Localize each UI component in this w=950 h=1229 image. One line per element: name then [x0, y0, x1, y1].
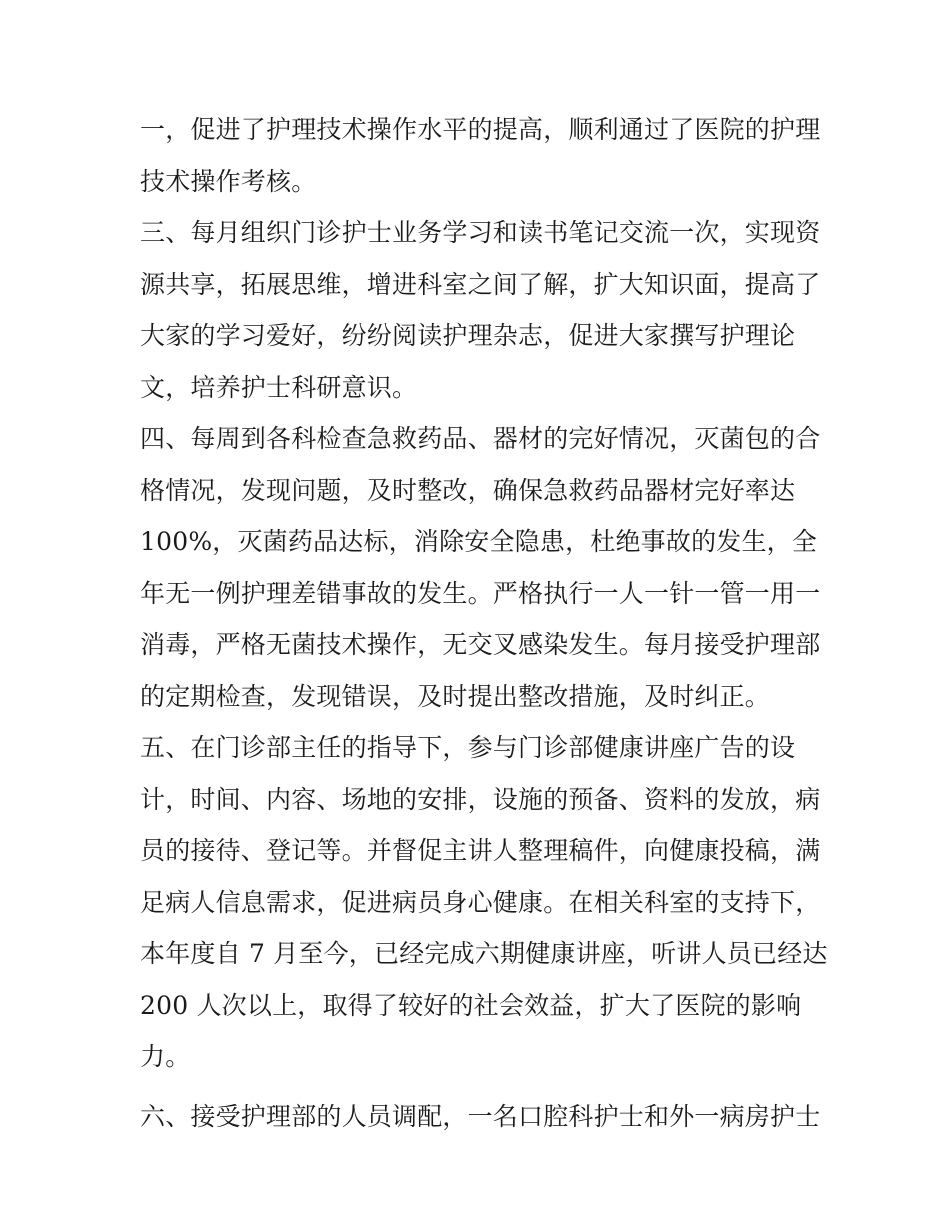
text-line: 源共享，拓展思维，增进科室之间了解，扩大知识面，提高了 [140, 269, 821, 299]
text-line: 年无一例护理差错事故的发生。严格执行一人一针一管一用一 [140, 578, 821, 608]
text-line: 技术操作考核。 [140, 166, 317, 196]
text-line: 本年度自 7 月至今，已经完成六期健康讲座，听讲人员已经达 [140, 939, 828, 968]
text-line: 六、接受护理部的人员调配，一名口腔科护士和外一病房护士 [140, 1102, 821, 1131]
text-line: 文，培养护士科研意识。 [140, 372, 418, 402]
text-line: 一，促进了护理技术操作水平的提高，顺利通过了医院的护理 [140, 115, 821, 144]
text-line: 200 人次以上，取得了较好的社会效益，扩大了医院的影响 [140, 990, 802, 1020]
text-line: 力。 [140, 1042, 191, 1071]
text-line: 的定期检查，发现错误，及时提出整改措施，及时纠正。 [140, 681, 771, 711]
text-line: 100%，灭菌药品达标，消除安全隐患，杜绝事故的发生，全 [140, 527, 818, 556]
text-line: 四、每周到各科检查急救药品、器材的完好情况，灭菌包的合 [140, 424, 821, 453]
text-line: 格情况，发现问题，及时整改，确保急救药品器材完好率达 [140, 475, 796, 505]
text-line: 计，时间、内容、场地的安排，设施的预备、资料的发放，病 [140, 784, 821, 814]
document-body [140, 107, 828, 1146]
text-line: 足病人信息需求，促进病员身心健康。在相关科室的支持下， [140, 887, 821, 917]
text-line: 五、在门诊部主任的指导下，参与门诊部健康讲座广告的设 [140, 733, 796, 762]
text-line: 消毒，严格无菌技术操作，无交叉感染发生。每月接受护理部 [140, 630, 821, 659]
text-line: 大家的学习爱好，纷纷阅读护理杂志，促进大家撰写护理论 [140, 321, 796, 350]
text-line: 员的接待、登记等。并督促主讲人整理稿件，向健康投稿，满 [140, 836, 821, 865]
text-line: 三、每月组织门诊护士业务学习和读书笔记交流一次，实现资 [140, 218, 821, 247]
